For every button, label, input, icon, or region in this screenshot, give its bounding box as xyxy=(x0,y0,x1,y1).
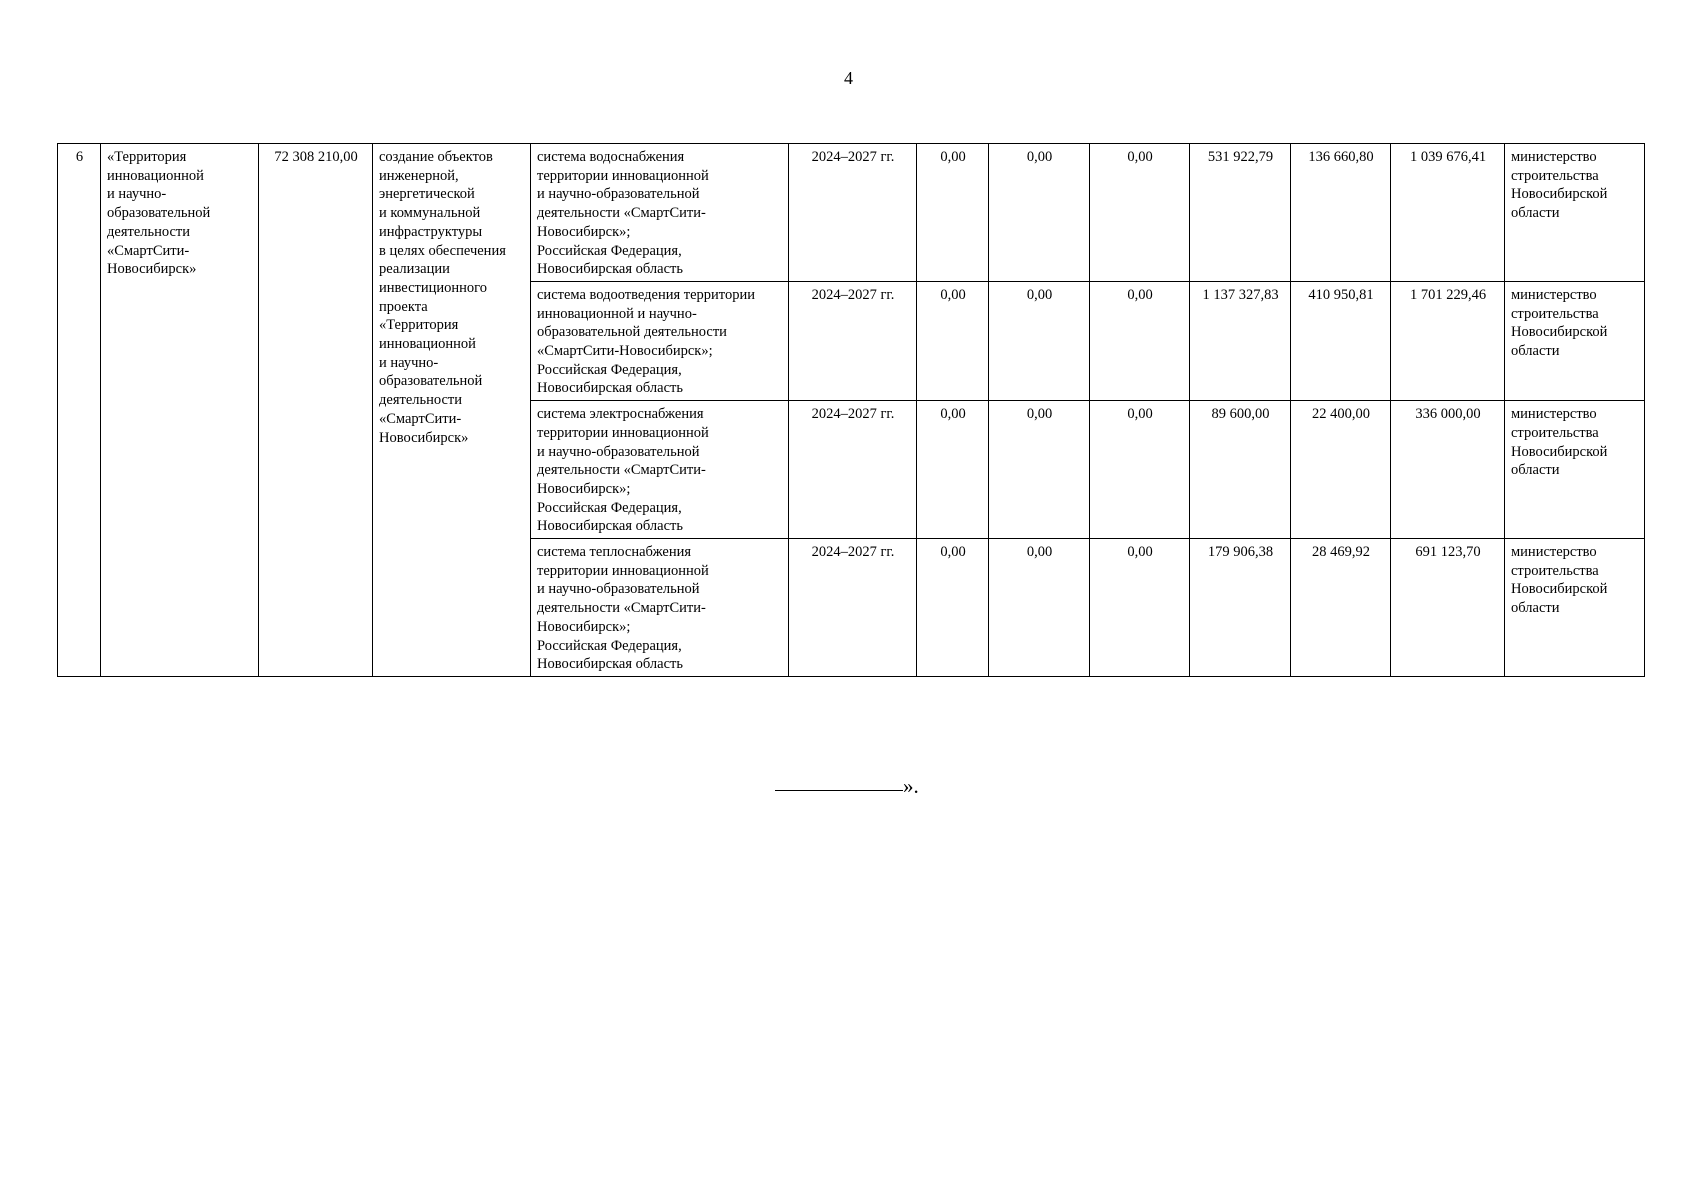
responsible-ministry: министерство строительства Новосибирской области xyxy=(1505,539,1645,677)
table-row xyxy=(58,144,1645,282)
period: 2024–2027 гг. xyxy=(789,281,917,400)
infrastructure-object: система водоснабжения территории инновационной и научно-образовательной деятельности «СмартСити- Новосибирск»; Российская Федерация, Новосибирская область xyxy=(531,144,789,282)
period: 2024–2027 гг. xyxy=(789,401,917,539)
value-cell: 22 400,00 xyxy=(1291,401,1391,539)
value-cell: 1 701 229,46 xyxy=(1391,281,1505,400)
closing-quote: ». xyxy=(903,774,919,798)
value-cell: 0,00 xyxy=(1090,281,1190,400)
value-cell: 0,00 xyxy=(989,144,1090,282)
value-cell: 0,00 xyxy=(917,401,989,539)
value-cell: 0,00 xyxy=(917,539,989,677)
value-cell: 89 600,00 xyxy=(1190,401,1291,539)
value-cell: 0,00 xyxy=(989,401,1090,539)
responsible-ministry: министерство строительства Новосибирской области xyxy=(1505,401,1645,539)
row-number: 6 xyxy=(58,144,101,677)
value-cell: 531 922,79 xyxy=(1190,144,1291,282)
infrastructure-object: система электроснабжения территории инновационной и научно-образовательной деятельности «СмартСити- Новосибирск»; Российская Федерация, Новосибирская область xyxy=(531,401,789,539)
page-number: 4 xyxy=(844,68,853,88)
value-cell: 1 039 676,41 xyxy=(1391,144,1505,282)
value-cell: 28 469,92 xyxy=(1291,539,1391,677)
value-cell: 0,00 xyxy=(1090,539,1190,677)
value-cell: 0,00 xyxy=(917,281,989,400)
value-cell: 1 137 327,83 xyxy=(1190,281,1291,400)
value-cell: 0,00 xyxy=(1090,144,1190,282)
infrastructure-object: система водоотведения территории инновационной и научно- образовательной деятельности «СмартСити-Новосибирск»; Российская Федерация, Новосибирская область xyxy=(531,281,789,400)
responsible-ministry: министерство строительства Новосибирской области xyxy=(1505,281,1645,400)
object-name: «Территория инновационной и научно- образовательной деятельности «СмартСити- Новосибирск» xyxy=(101,144,259,677)
period: 2024–2027 гг. xyxy=(789,539,917,677)
total-amount: 72 308 210,00 xyxy=(259,144,373,677)
value-cell: 179 906,38 xyxy=(1190,539,1291,677)
period: 2024–2027 гг. xyxy=(789,144,917,282)
value-cell: 410 950,81 xyxy=(1291,281,1391,400)
closing-underline xyxy=(775,789,903,791)
value-cell: 0,00 xyxy=(989,539,1090,677)
value-cell: 136 660,80 xyxy=(1291,144,1391,282)
document-table xyxy=(57,143,1645,677)
closing-mark xyxy=(775,774,919,799)
responsible-ministry: министерство строительства Новосибирской области xyxy=(1505,144,1645,282)
value-cell: 0,00 xyxy=(989,281,1090,400)
value-cell: 0,00 xyxy=(917,144,989,282)
value-cell: 691 123,70 xyxy=(1391,539,1505,677)
value-cell: 0,00 xyxy=(1090,401,1190,539)
infrastructure-object: система теплоснабжения территории инновационной и научно-образовательной деятельности «СмартСити- Новосибирск»; Российская Федерация, Новосибирская область xyxy=(531,539,789,677)
purpose-text: создание объектов инженерной, энергетической и коммунальной инфраструктуры в целях обеспечения реализации инвестиционного проекта «Территория инновационной и научно- образовательной деятельности «СмартСити- Новосибирск» xyxy=(373,144,531,677)
value-cell: 336 000,00 xyxy=(1391,401,1505,539)
